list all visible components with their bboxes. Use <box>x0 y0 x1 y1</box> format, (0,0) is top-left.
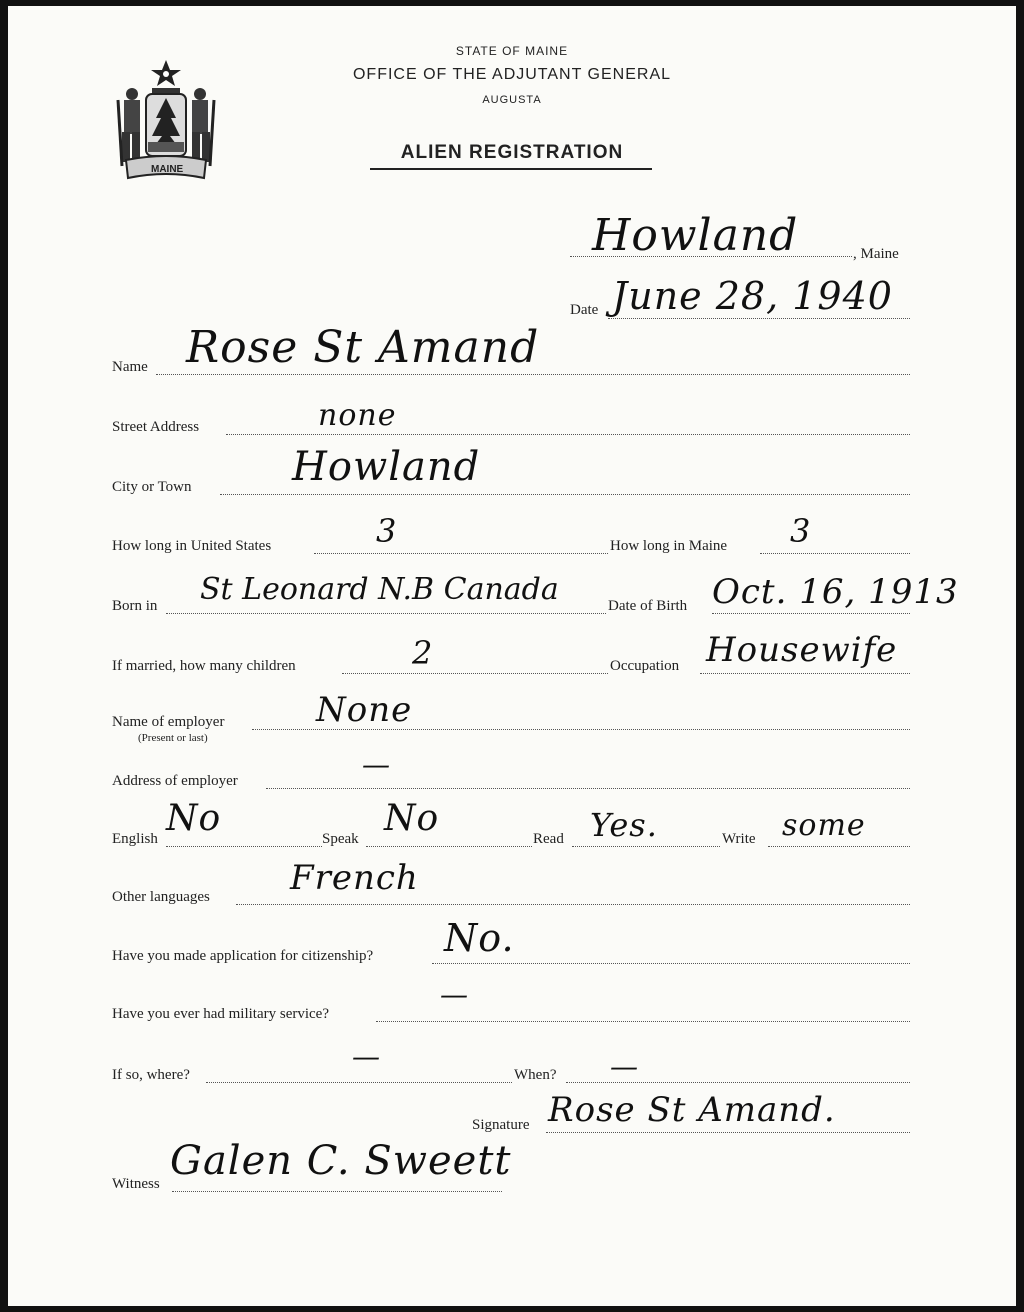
title-underline <box>370 168 652 170</box>
born-line <box>166 613 606 614</box>
us-value: 3 <box>376 512 398 550</box>
other-languages-line <box>236 904 910 905</box>
english-value: No <box>166 798 222 839</box>
signature-value: Rose St Amand. <box>548 1090 836 1130</box>
write-label: Write <box>722 831 756 847</box>
occupation-value: Housewife <box>706 630 898 670</box>
speak-label: Speak <box>322 831 359 847</box>
read-value: Yes. <box>590 806 658 844</box>
speak-value: No <box>384 798 440 839</box>
where-value: — <box>352 1040 381 1073</box>
city-value: Howland <box>292 444 481 490</box>
citizenship-line <box>432 963 910 964</box>
dob-value: Oct. 16, 1913 <box>712 572 959 612</box>
form-title: ALIEN REGISTRATION <box>400 142 624 163</box>
state-heading: STATE OF MAINE <box>455 44 569 58</box>
speak-line <box>366 846 532 847</box>
military-value: — <box>440 978 469 1011</box>
emp-address-line <box>266 788 910 789</box>
date-line <box>608 318 910 319</box>
employer-label: Name of employer <box>112 714 225 730</box>
dob-line <box>712 613 910 614</box>
english-line <box>166 846 322 847</box>
military-line <box>376 1021 910 1022</box>
maine-value: 3 <box>790 512 812 550</box>
witness-label: Witness <box>112 1176 160 1192</box>
children-label: If married, how many children <box>112 658 296 674</box>
where-line <box>206 1082 512 1083</box>
born-value: St Leonard N.B Canada <box>200 572 559 607</box>
other-languages-label: Other languages <box>112 889 210 905</box>
military-label: Have you ever had military service? <box>112 1006 329 1022</box>
when-value: — <box>610 1050 639 1083</box>
other-languages-value: French <box>290 858 419 898</box>
signature-line <box>546 1132 910 1133</box>
occupation-label: Occupation <box>610 658 680 674</box>
seal-banner-text: MAINE <box>151 164 184 175</box>
name-value: Rose St Amand <box>186 322 540 373</box>
street-label: Street Address <box>112 419 200 435</box>
city-label: City or Town <box>112 479 192 495</box>
city-line <box>220 494 910 495</box>
street-line <box>226 434 910 435</box>
children-line <box>342 673 608 674</box>
date-label: Date <box>570 302 599 318</box>
witness-line <box>172 1191 502 1192</box>
date-value: June 28, 1940 <box>612 274 893 318</box>
read-label: Read <box>533 831 564 847</box>
employer-value: None <box>316 690 413 730</box>
employer-sublabel: (Present or last) <box>138 732 208 744</box>
street-value: none <box>318 398 397 433</box>
us-line <box>314 553 608 554</box>
city-heading: AUGUSTA <box>482 94 542 106</box>
maine-line <box>760 553 910 554</box>
born-label: Born in <box>112 598 158 614</box>
citizenship-label: Have you made application for citizenship? <box>112 948 374 964</box>
signature-label: Signature <box>472 1117 530 1133</box>
emp-address-label: Address of employer <box>112 773 238 789</box>
dob-label: Date of Birth <box>608 598 688 614</box>
maine-suffix: , Maine <box>853 246 899 262</box>
write-value: some <box>782 808 866 843</box>
town-value: Howland <box>592 210 799 261</box>
us-label: How long in United States <box>112 538 272 554</box>
children-value: 2 <box>412 634 434 672</box>
name-line <box>156 374 910 375</box>
witness-value: Galen C. Sweett <box>170 1138 512 1184</box>
english-label: English <box>112 831 158 847</box>
office-heading: OFFICE OF THE ADJUTANT GENERAL <box>352 66 672 83</box>
where-label: If so, where? <box>112 1067 190 1083</box>
maine-label: How long in Maine <box>610 538 728 554</box>
when-label: When? <box>514 1067 557 1083</box>
name-label: Name <box>112 359 148 375</box>
read-line <box>572 846 720 847</box>
citizenship-value: No. <box>444 916 515 960</box>
emp-address-value: — <box>362 748 391 781</box>
occupation-line <box>700 673 910 674</box>
write-line <box>768 846 910 847</box>
